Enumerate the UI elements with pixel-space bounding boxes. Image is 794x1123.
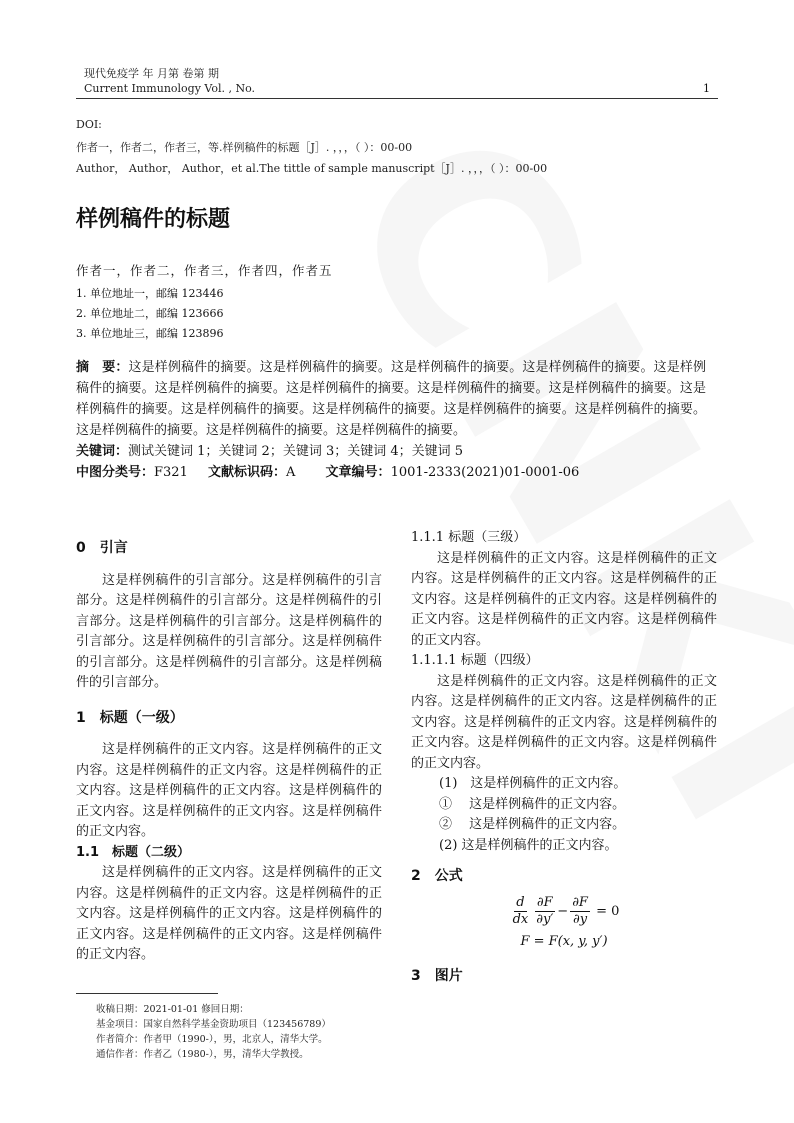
running-header: [84, 66, 255, 96]
header-rule: [76, 98, 718, 99]
abstract-block: [76, 357, 706, 483]
affiliation-3: 3. 单位地址三，邮编 123896: [76, 327, 224, 340]
heading-1-1-1-1: 1.1.1.1 标题（四级）: [411, 653, 539, 668]
equation-1: $\frac{d}{dx}$ $\frac{\partial F}{\partial y'}$ − $\frac{\partial F}{\partial y}$ = 0: [512, 894, 620, 927]
footnote-author-bio: 作者简介：作者甲（1990-），男，北京人，清华大学。: [96, 1034, 328, 1045]
equation-2: F = F(x, y, y′): [520, 933, 608, 949]
doi-line: DOI:: [76, 118, 102, 131]
footnote-rule: [76, 993, 218, 994]
left-column: [76, 538, 382, 966]
section-heading-3: 3 图片: [411, 968, 463, 984]
section-heading-2: 2 公式: [411, 868, 463, 884]
journal-name-cn: 现代免疫学 年 月第 卷第 期: [84, 67, 219, 80]
affiliation-1: 1. 单位地址一，邮编 123446: [76, 287, 224, 300]
affiliation-2: 2. 单位地址二，邮编 123666: [76, 307, 224, 320]
section-heading-1: 1 标题（一级）: [76, 709, 184, 726]
list-item: ② 这是样例稿件的正文内容。: [439, 817, 626, 832]
keywords: [76, 441, 706, 462]
author-list: 作者一，作者二，作者三，作者四，作者五: [76, 263, 333, 278]
keywords-label: 关键词：: [76, 444, 129, 459]
body-paragraph-1-1-1: 这是样例稿件的正文内容。这是样例稿件的正文内容。这是样例稿件的正文内容。这是样例稿件的正文内容。这是样例稿件的正文内容。这是样例稿件的正文内容。这是样例稿件的正文内容。这是样例稿件的正文内容。: [411, 550, 717, 648]
footnote-received: 收稿日期：2021-01-01 修回日期：: [96, 1004, 249, 1015]
abstract-label: 摘 要：: [76, 360, 129, 375]
citation-en: Author， Author， Author，et al.The tittle of sample manuscript［J］. ，，，（ ）：00-00: [76, 162, 548, 175]
equation-rhs: = 0: [596, 903, 620, 919]
doc-code-label: 文献标识码：: [208, 465, 287, 480]
fraction-dF-dy: $\frac{\partial F}{\partial y}$: [572, 894, 588, 927]
right-column: [411, 528, 717, 987]
subsubsection-heading-1-1-1: 1.1.1 标题（三级）: [411, 530, 527, 545]
classification-line: [76, 462, 706, 483]
doc-code-value: A: [286, 465, 296, 480]
body-paragraph-1-1: 这是样例稿件的正文内容。这是样例稿件的正文内容。这是样例稿件的正文内容。这是样例稿件的正文内容。这是样例稿件的正文内容。这是样例稿件的正文内容。这是样例稿件的正文内容。这是样例稿件的正文内容。: [76, 865, 382, 962]
footnote-corresponding: 通信作者：作者乙（1980-），男，清华大学教授。: [96, 1049, 309, 1060]
body-paragraph-1: 这是样例稿件的正文内容。这是样例稿件的正文内容。这是样例稿件的正文内容。这是样例稿件的正文内容。这是样例稿件的正文内容。这是样例稿件的正文内容。这是样例稿件的正文内容。这是样例稿件的正文内容。: [76, 742, 382, 839]
abstract: [76, 357, 706, 441]
list-item: (1) 这是样例稿件的正文内容。: [439, 776, 627, 791]
list-item: ① 这是样例稿件的正文内容。: [439, 796, 626, 812]
keywords-text: 测试关键词 1；关键词 2；关键词 3；关键词 4；关键词 5: [128, 444, 464, 459]
journal-name-en: Current Immunology Vol. , No.: [84, 82, 256, 95]
class-value: F321: [154, 465, 188, 480]
page-number: 1: [703, 82, 710, 95]
subsection-heading-1-1: 1.1 标题（二级）: [76, 844, 191, 860]
intro-paragraph: 这是样例稿件的引言部分。这是样例稿件的引言部分。这是样例稿件的引言部分。这是样例稿件的引言部分。这是样例稿件的引言部分。这是样例稿件的引言部分。这是样例稿件的引言部分。这是样例稿件的引言部分。这是样例稿件的引言部分。这是样例稿件的引言部分。: [76, 572, 382, 690]
list-item: (2) 这是样例稿件的正文内容。: [439, 837, 618, 853]
fraction-d-dx: $\frac{d}{dx}$: [512, 894, 529, 927]
body-paragraph-1-1-1-1: 这是样例稿件的正文内容。这是样例稿件的正文内容。这是样例稿件的正文内容。这是样例稿件的正文内容。这是样例稿件的正文内容。这是样例稿件的正文内容。这是样例稿件的正文内容。这是样例稿件的正文内容。: [411, 673, 717, 771]
abstract-text: 这是样例稿件的摘要。这是样例稿件的摘要。这是样例稿件的摘要。这是样例稿件的摘要。这是样例稿件的摘要。这是样例稿件的摘要。这是样例稿件的摘要。这是样例稿件的摘要。这是样例稿件的摘要。这是样例稿件的摘要。这是样例稿件的摘要。这是样例稿件的摘要。这是样例稿件的摘要。这是样例稿件的摘要。这是样例稿件的摘要。这是样例稿件的摘要。这是样例稿件的摘要。: [76, 360, 706, 438]
article-no-label: 文章编号：: [325, 465, 391, 480]
paper-title: 样例稿件的标题: [76, 207, 231, 232]
numbered-list: [411, 774, 717, 856]
footnote-funding: 基金项目：国家自然科学基金资助项目（123456789）: [96, 1019, 331, 1030]
section-heading-0: 0 引言: [76, 540, 128, 556]
article-no-value: 1001-2333(2021)01-0001-06: [390, 465, 580, 480]
fraction-dF-dyprime: $\frac{\partial F}{\partial y'}$: [536, 894, 554, 927]
class-label: 中图分类号：: [76, 465, 155, 480]
citation-cn: 作者一，作者二，作者三，等.样例稿件的标题［J］. ，，，（ ）：00-00: [76, 141, 413, 154]
